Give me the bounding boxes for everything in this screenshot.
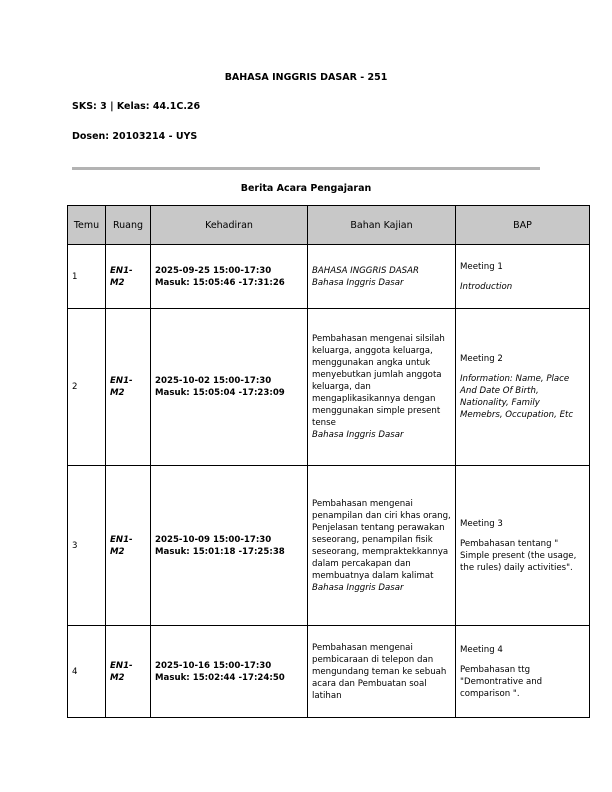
jadwal-text: 2025-10-02 15:00-17:30 [155,376,272,386]
table-row [68,626,590,718]
cell-ruang: EN1-M2 [106,626,151,718]
bap-meeting: Meeting 3 [460,518,503,529]
cell-bahan-kajian [308,466,456,626]
masuk-text: Masuk: 15:02:44 -17:24:50 [155,672,285,683]
jadwal-text: 2025-10-09 15:00-17:30 [155,534,272,545]
bahan-text: Pembahasan mengenai pembicaraan di telepon dan mengundang teman ke sebuah acara dan Pembuatan soal latihan [312,642,447,701]
bap-desc: Pembahasan ttg "Demontrative and comparison ". [460,664,543,699]
cell-temu: 4 [68,626,106,718]
bahan-subject: Bahasa Inggris Dasar [312,277,404,288]
table-header-row [68,206,590,245]
table-row [68,466,590,626]
bap-desc: Introduction [460,281,513,292]
bahan-text: Pembahasan mengenai silsilah keluarga, anggota keluarga, menggunakan angka untuk menyebutkan jumlah anggota keluarga, dan mengaplikasikannya dengan menggunakan simple present tense [312,334,445,428]
bap-meeting: Meeting 1 [460,261,503,272]
bap-table [67,205,590,718]
cell-kehadiran [151,245,308,309]
col-header-temu: Temu [68,206,106,245]
cell-bap [456,245,590,309]
cell-bap [456,466,590,626]
masuk-text: Masuk: 15:01:18 -17:25:38 [155,546,285,557]
cell-kehadiran [151,466,308,626]
cell-temu: 3 [68,466,106,626]
bahan-text: BAHASA INGGRIS DASAR [312,265,419,276]
bahan-subject: Bahasa Inggris Dasar [312,582,404,593]
col-header-bap: BAP [456,206,590,245]
bap-meeting: Meeting 2 [460,354,503,364]
jadwal-text: 2025-10-16 15:00-17:30 [155,660,272,671]
bap-meeting: Meeting 4 [460,644,503,655]
cell-ruang: EN1-M2 [106,466,151,626]
document-title: BAHASA INGGRIS DASAR - 251 [224,72,388,83]
cell-bahan-kajian [308,309,456,466]
divider-rule [72,167,540,170]
jadwal-text: 2025-09-25 15:00-17:30 [155,265,272,276]
bahan-text: Pembahasan mengenai penampilan dan ciri khas orang, Penjelasan tentang perawakan seseorang, penampilan fisik seseorang, mempraktekkannya dalam percakapan dan membuatnya dalam kalimat [312,498,451,581]
col-header-kehadiran: Kehadiran [151,206,308,245]
cell-bap [456,626,590,718]
cell-bahan-kajian [308,626,456,718]
cell-bap [456,309,590,466]
cell-bahan-kajian [308,245,456,309]
table-row [68,245,590,309]
cell-ruang: EN1-M2 [106,245,151,309]
table-row [68,309,590,466]
cell-kehadiran [151,309,308,466]
bahan-subject: Bahasa Inggris Dasar [312,430,404,440]
col-header-bahan-kajian: Bahan Kajian [308,206,456,245]
cell-temu: 2 [68,309,106,466]
masuk-text: Masuk: 15:05:04 -17:23:09 [155,388,285,398]
table-title: Berita Acara Pengajaran [240,183,372,194]
bap-desc: Information: Name, Place And Date Of Birth, Nationality, Family Memebrs, Occupation, Etc [460,374,574,420]
cell-ruang: EN1-M2 [106,309,151,466]
cell-kehadiran [151,626,308,718]
col-header-ruang: Ruang [106,206,151,245]
sks-kelas-line: SKS: 3 | Kelas: 44.1C.26 [72,101,201,112]
bap-desc: Pembahasan tentang " Simple present (the usage, the rules) daily activities". [460,538,577,573]
dosen-line: Dosen: 20103214 - UYS [72,131,198,142]
cell-temu: 1 [68,245,106,309]
masuk-text: Masuk: 15:05:46 -17:31:26 [155,277,285,288]
